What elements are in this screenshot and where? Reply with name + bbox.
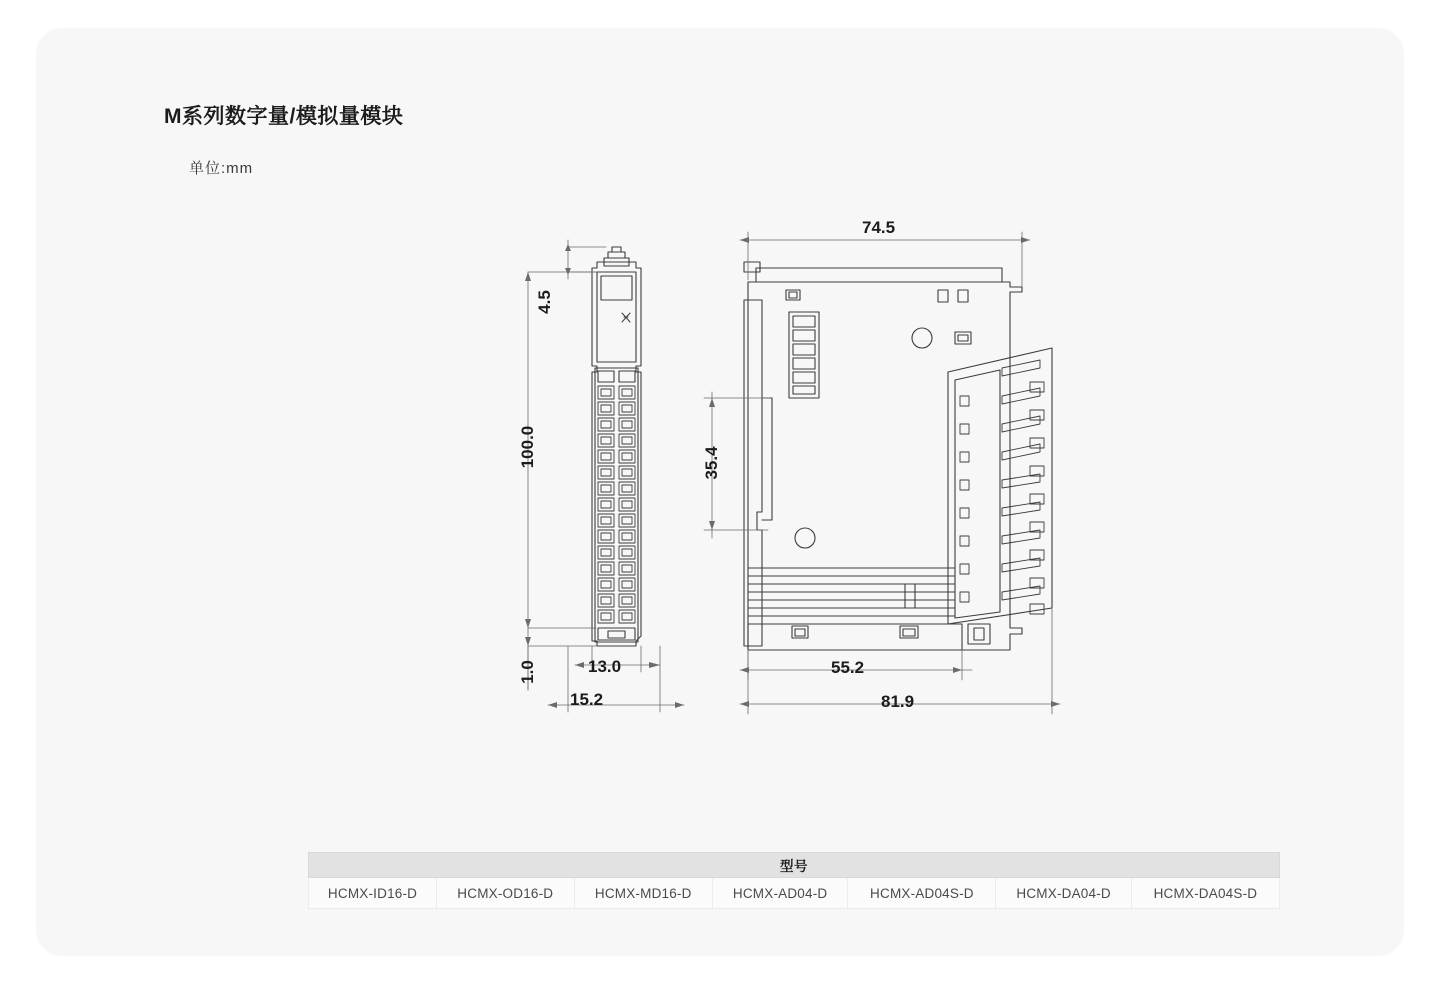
table-header-row xyxy=(309,853,1280,878)
models-table xyxy=(308,852,1280,909)
dim-label-side-height: 100.0 xyxy=(518,425,537,469)
dim-label-side-inner-width: 13.0 xyxy=(588,657,622,676)
dim-label-front-top-width: 74.5 xyxy=(862,218,896,237)
model-cell: HCMX-OD16-D xyxy=(437,878,574,909)
models-table-wrapper xyxy=(308,852,1280,909)
model-cell: HCMX-DA04-D xyxy=(996,878,1131,909)
dim-label-side-top: 4.5 xyxy=(534,290,554,314)
model-cell: HCMX-MD16-D xyxy=(574,878,712,909)
dim-label-side-bottom: 1.0 xyxy=(518,660,537,684)
model-cell: HCMX-DA04S-D xyxy=(1131,878,1279,909)
table-row xyxy=(309,878,1280,909)
page-title: M系列数字量/模拟量模块 xyxy=(164,105,404,128)
dim-label-front-total-width: 81.9 xyxy=(881,692,915,711)
dim-label-side-outer-width: 15.2 xyxy=(570,690,604,709)
dim-label-front-inner-height: 35.4 xyxy=(702,446,721,480)
table-header-model: 型号 xyxy=(309,853,1280,878)
unit-note: 单位:mm xyxy=(189,160,254,177)
dim-label-front-lower-width: 55.2 xyxy=(831,658,865,677)
model-cell: HCMX-ID16-D xyxy=(309,878,437,909)
model-cell: HCMX-AD04-D xyxy=(712,878,847,909)
model-cell: HCMX-AD04S-D xyxy=(848,878,996,909)
